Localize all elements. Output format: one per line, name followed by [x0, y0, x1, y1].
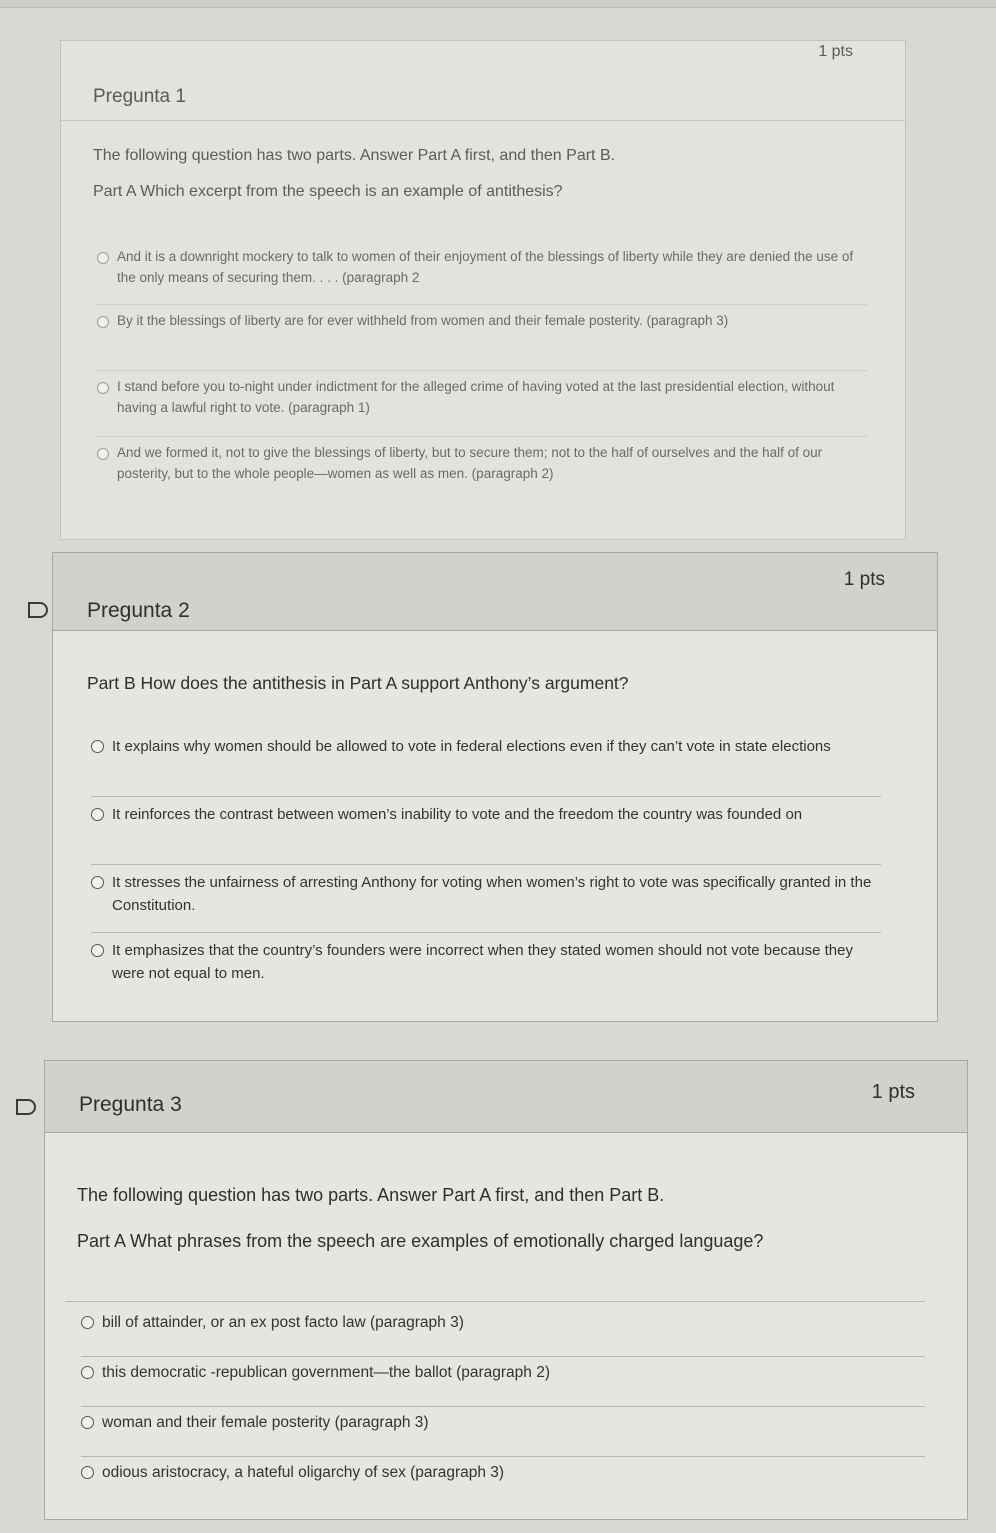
question-title: Pregunta 1 [93, 86, 186, 107]
answer-text: bill of attainder, or an ex post facto law (paragraph 3) [102, 1314, 464, 1331]
radio-button[interactable] [97, 316, 109, 328]
answer-option[interactable] [81, 1461, 925, 1507]
radio-button[interactable] [97, 382, 109, 394]
answer-text: this democratic -republican government—the ballot (paragraph 2) [102, 1364, 551, 1381]
answer-text: I stand before you to-night under indictment for the alleged crime of having voted at the last presidential election, without having a lawful right to vote. (paragraph 1) [117, 379, 835, 415]
question-points: 1 pts [818, 43, 853, 60]
answer-text: And it is a downright mockery to talk to women of their enjoyment of the blessings of liberty while they are denied the use of the only means of securing them. . . . (paragraph 2 [117, 249, 854, 285]
question-intro: The following question has two parts. Answer Part A first, and then Part B. [77, 1185, 665, 1205]
flag-question-icon[interactable] [28, 602, 48, 618]
question-title: Pregunta 2 [87, 599, 190, 622]
divider [65, 1301, 925, 1302]
radio-button[interactable] [81, 1466, 94, 1479]
question-2 [52, 552, 938, 1022]
radio-button[interactable] [81, 1366, 94, 1379]
answer-option[interactable] [91, 803, 881, 865]
radio-button[interactable] [91, 740, 104, 753]
answer-text: It explains why women should be allowed to vote in federal elections even if they can’t vote in state elections [112, 738, 831, 755]
answer-option[interactable] [81, 1411, 925, 1457]
radio-button[interactable] [81, 1316, 94, 1329]
answer-text: odious aristocracy, a hateful oligarchy of sex (paragraph 3) [102, 1464, 505, 1481]
answer-option[interactable] [91, 735, 881, 797]
question-stem: Part A What phrases from the speech are examples of emotionally charged language? [77, 1231, 764, 1251]
question-points: 1 pts [871, 1081, 915, 1103]
question-title: Pregunta 3 [79, 1093, 182, 1116]
question-header [53, 553, 937, 631]
question-points: 1 pts [843, 569, 885, 590]
question-stem: Part A Which excerpt from the speech is an example of antithesis? [93, 183, 563, 200]
top-bar [0, 0, 996, 8]
answer-option[interactable] [97, 247, 867, 305]
answer-text: By it the blessings of liberty are for ever withheld from women and their female posterity. (paragraph 3) [117, 313, 729, 328]
answer-option[interactable] [91, 939, 881, 1001]
answer-text: It stresses the unfairness of arresting Anthony for voting when women’s right to vote was specifically granted in the Constitution. [112, 874, 872, 915]
answer-option[interactable] [97, 311, 867, 371]
question-1 [60, 40, 906, 540]
question-header [45, 1061, 967, 1133]
answer-text: It reinforces the contrast between women’s inability to vote and the freedom the country was founded on [112, 806, 803, 823]
answer-option[interactable] [97, 377, 867, 437]
radio-button[interactable] [81, 1416, 94, 1429]
answer-option[interactable] [91, 871, 881, 933]
answer-text: And we formed it, not to give the blessings of liberty, but to secure them; not to the half of ourselves and the half of our posterity, but to the whole people—women as well as men. (paragraph 2) [117, 445, 823, 481]
question-intro: The following question has two parts. Answer Part A first, and then Part B. [93, 147, 616, 164]
answer-option[interactable] [97, 443, 867, 503]
radio-button[interactable] [91, 944, 104, 957]
answer-option[interactable] [81, 1361, 925, 1407]
answer-text: woman and their female posterity (paragraph 3) [102, 1414, 429, 1431]
answer-text: It emphasizes that the country’s founders were incorrect when they stated women should not vote because they were not equal to men. [112, 942, 853, 983]
radio-button[interactable] [97, 448, 109, 460]
question-3 [44, 1060, 968, 1520]
flag-question-icon[interactable] [16, 1099, 36, 1115]
answer-option[interactable] [81, 1311, 925, 1357]
radio-button[interactable] [91, 808, 104, 821]
radio-button[interactable] [97, 252, 109, 264]
question-header [61, 41, 905, 121]
question-stem: Part B How does the antithesis in Part A support Anthony’s argument? [87, 673, 629, 693]
radio-button[interactable] [91, 876, 104, 889]
